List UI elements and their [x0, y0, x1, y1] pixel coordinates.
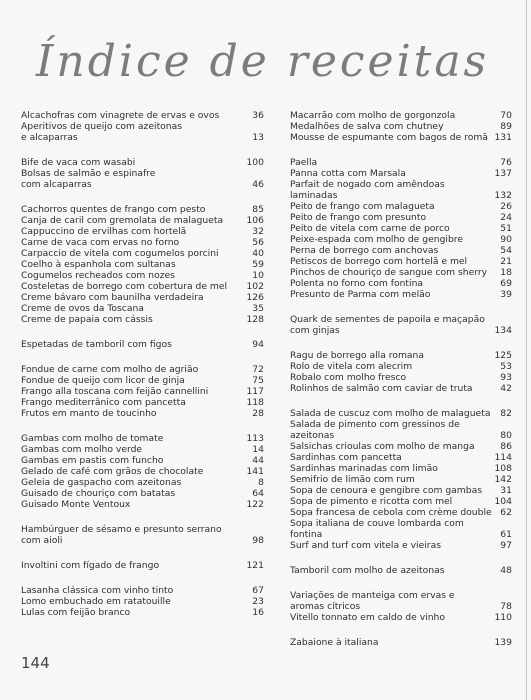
index-letter-group: [21, 560, 264, 571]
recipe-page-number: 54: [500, 245, 512, 256]
recipe-page-number: 102: [246, 281, 264, 292]
index-entry: [290, 540, 512, 551]
index-entry: [290, 267, 512, 278]
recipe-name: Variações de manteiga com ervas e aromas cítricos: [290, 590, 455, 612]
recipe-page-number: 139: [494, 637, 512, 648]
recipe-name: Lasanha clássica com vinho tinto: [21, 585, 174, 596]
index-entry: [21, 364, 264, 375]
recipe-page-number: 8: [258, 477, 264, 488]
recipe-name: Creme de ovos da Toscana: [21, 303, 144, 314]
index-entry: [290, 234, 512, 245]
index-entry: [21, 121, 264, 143]
recipe-name: Involtini com fígado de frango: [21, 560, 160, 571]
recipe-name: Guisado de chouriço com batatas: [21, 488, 176, 499]
index-letter-group: [290, 350, 512, 394]
index-entry: [290, 223, 512, 234]
index-letter-group: [21, 364, 264, 419]
index-entry: [290, 565, 512, 576]
page-edge-line: [526, 0, 527, 700]
recipe-page-number: 85: [252, 204, 264, 215]
index-entry: [290, 110, 512, 121]
recipe-name: Ragu de borrego alla romana: [290, 350, 424, 361]
index-entry: [21, 339, 264, 350]
recipe-page-number: 56: [252, 237, 264, 248]
recipe-page-number: 69: [500, 278, 512, 289]
index-letter-group: [21, 585, 264, 618]
recipe-name: Polenta no forno com fontina: [290, 278, 424, 289]
index-entry: [21, 314, 264, 325]
index-entry: [21, 237, 264, 248]
page-number: 144: [21, 654, 50, 672]
index-entry: [21, 524, 264, 546]
recipe-page-number: 16: [252, 607, 264, 618]
index-letter-group: [21, 157, 264, 190]
recipe-page-number: 134: [494, 325, 512, 336]
index-entry: [21, 560, 264, 571]
recipe-page-number: 121: [246, 560, 264, 571]
recipe-page-number: 80: [500, 430, 512, 441]
recipe-name: Peixe-espada com molho de gengibre: [290, 234, 464, 245]
index-entry: [290, 201, 512, 212]
recipe-name: Paella: [290, 157, 318, 168]
index-letter-group: [290, 408, 512, 551]
index-entry: [290, 518, 512, 540]
recipe-name: Bife de vaca com wasabi: [21, 157, 136, 168]
recipe-name: Tamboril com molho de azeitonas: [290, 565, 445, 576]
index-entry: [290, 361, 512, 372]
recipe-name: Peito de vitela com carne de porco: [290, 223, 450, 234]
index-letter-group: [21, 204, 264, 325]
recipe-name: Guisado Monte Ventoux: [21, 499, 131, 510]
index-entry: [290, 507, 512, 518]
recipe-name: Sopa de pimento e ricotta com mel: [290, 496, 453, 507]
index-entry: [290, 289, 512, 300]
index-entry: [21, 499, 264, 510]
recipe-page-number: 14: [252, 444, 264, 455]
recipe-name: Salada de pimento com gressinos de azeitonas: [290, 419, 460, 441]
recipe-name: Macarrão com molho de gorgonzola: [290, 110, 456, 121]
recipe-page-number: 46: [252, 179, 264, 190]
recipe-name: Fondue de carne com molho de agrião: [21, 364, 199, 375]
index-letter-group: [21, 433, 264, 510]
recipe-page-number: 78: [500, 601, 512, 612]
recipe-name: Peito de frango com presunto: [290, 212, 427, 223]
index-entry: [21, 386, 264, 397]
recipe-page-number: 76: [500, 157, 512, 168]
recipe-page-number: 114: [494, 452, 512, 463]
index-entry: [21, 168, 264, 190]
recipe-name: Geleia de gaspacho com azeitonas: [21, 477, 182, 488]
recipe-page-number: 26: [500, 201, 512, 212]
index-letter-group: [21, 339, 264, 350]
recipe-page-number: 28: [252, 408, 264, 419]
index-entry: [21, 397, 264, 408]
index-entry: [290, 441, 512, 452]
recipe-name: Lulas com feijão branco: [21, 607, 131, 618]
index-entry: [21, 204, 264, 215]
recipe-name: Creme de papaia com cássis: [21, 314, 153, 325]
recipe-name: Cachorros quentes de frango com pesto: [21, 204, 206, 215]
recipe-name: Cogumelos recheados com nozes: [21, 270, 175, 281]
index-letter-group: [290, 314, 512, 336]
recipe-page-number: 61: [500, 529, 512, 540]
recipe-name: Coelho à espanhola com sultanas: [21, 259, 176, 270]
recipe-name: Sopa francesa de cebola com crème double: [290, 507, 492, 518]
index-letter-group: [290, 590, 512, 623]
recipe-page-number: 70: [500, 110, 512, 121]
recipe-page-number: 32: [252, 226, 264, 237]
recipe-page-number: 97: [500, 540, 512, 551]
recipe-name: Perna de borrego com anchovas: [290, 245, 439, 256]
index-entry: [21, 215, 264, 226]
recipe-page-number: 18: [500, 267, 512, 278]
index-entry: [21, 466, 264, 477]
recipe-name: Panna cotta com Marsala: [290, 168, 406, 179]
index-entry: [290, 157, 512, 168]
recipe-name: Gelado de café com grãos de chocolate: [21, 466, 204, 477]
recipe-name: Salsichas crioulas com molho de manga: [290, 441, 475, 452]
recipe-name: Frango mediterrânico com pancetta: [21, 397, 186, 408]
index-entry: [21, 259, 264, 270]
index-entry: [290, 314, 512, 336]
index-entry: [290, 245, 512, 256]
recipe-page-number: 51: [500, 223, 512, 234]
index-entry: [21, 455, 264, 466]
index-entry: [21, 157, 264, 168]
recipe-page-number: 137: [494, 168, 512, 179]
index-entry: [21, 596, 264, 607]
recipe-page-number: 118: [246, 397, 264, 408]
recipe-page-number: 44: [252, 455, 264, 466]
recipe-page-number: 142: [494, 474, 512, 485]
page-title: Índice de receitas: [36, 36, 490, 87]
recipe-page-number: 132: [494, 190, 512, 201]
recipe-name: Peito de frango com malagueta: [290, 201, 435, 212]
recipe-page-number: 21: [500, 256, 512, 267]
recipe-page-number: 100: [246, 157, 264, 168]
index-entry: [21, 270, 264, 281]
recipe-page-number: 35: [252, 303, 264, 314]
recipe-page-number: 59: [252, 259, 264, 270]
index-entry: [290, 350, 512, 361]
recipe-name: Mousse de espumante com bagos de romã: [290, 132, 488, 143]
index-entry: [290, 637, 512, 648]
recipe-name: Gambas em pastis com funcho: [21, 455, 164, 466]
index-entry: [21, 444, 264, 455]
index-entry: [21, 477, 264, 488]
index-entry: [290, 463, 512, 474]
index-entry: [290, 383, 512, 394]
recipe-page-number: 62: [500, 507, 512, 518]
recipe-page-number: 104: [494, 496, 512, 507]
index-entry: [290, 474, 512, 485]
recipe-name: Alcachofras com vinagrete de ervas e ovos: [21, 110, 220, 121]
recipe-name: Bolsas de salmão e espinafre com alcaparras: [21, 168, 156, 190]
index-entry: [290, 590, 512, 612]
index-entry: [21, 433, 264, 444]
recipe-page-number: 67: [252, 585, 264, 596]
recipe-page-number: 125: [494, 350, 512, 361]
recipe-name: Robalo com molho fresco: [290, 372, 407, 383]
recipe-page-number: 93: [500, 372, 512, 383]
index-entry: [290, 121, 512, 132]
recipe-page-number: 72: [252, 364, 264, 375]
recipe-page-number: 94: [252, 339, 264, 350]
recipe-page-number: 82: [500, 408, 512, 419]
recipe-page-number: 42: [500, 383, 512, 394]
recipe-name: Frutos em manto de toucinho: [21, 408, 157, 419]
recipe-name: Semifrio de limão com rum: [290, 474, 415, 485]
recipe-name: Zabaione à italiana: [290, 637, 379, 648]
recipe-page-number: 108: [494, 463, 512, 474]
recipe-name: Salada de cuscuz com molho de malagueta: [290, 408, 491, 419]
recipe-page-number: 13: [252, 132, 264, 143]
recipe-page-number: 89: [500, 121, 512, 132]
recipe-page-number: 128: [246, 314, 264, 325]
recipe-name: Creme bávaro com baunilha verdadeira: [21, 292, 204, 303]
index-column-left: [21, 110, 264, 632]
recipe-page-number: 131: [494, 132, 512, 143]
recipe-name: Parfait de nogado com amêndoas laminadas: [290, 179, 445, 201]
index-entry: [21, 375, 264, 386]
recipe-name: Cappuccino de ervilhas com hortelã: [21, 226, 187, 237]
recipe-page-number: 10: [252, 270, 264, 281]
recipe-name: Gambas com molho de tomate: [21, 433, 164, 444]
index-entry: [21, 226, 264, 237]
index-entry: [21, 281, 264, 292]
recipe-page-number: 48: [500, 565, 512, 576]
recipe-name: Rolo de vitela com alecrim: [290, 361, 413, 372]
index-entry: [290, 612, 512, 623]
recipe-name: Frango alla toscana com feijão cannellini: [21, 386, 209, 397]
index-letter-group: [290, 565, 512, 576]
index-entry: [290, 278, 512, 289]
recipe-page-number: 117: [246, 386, 264, 397]
index-entry: [290, 372, 512, 383]
recipe-page-number: 36: [252, 110, 264, 121]
recipe-page-number: 113: [246, 433, 264, 444]
index-entry: [21, 248, 264, 259]
recipe-page-number: 126: [246, 292, 264, 303]
index-entry: [290, 256, 512, 267]
index-entry: [290, 452, 512, 463]
index-entry: [21, 408, 264, 419]
index-entry: [21, 110, 264, 121]
index-letter-group: [21, 110, 264, 143]
recipe-name: Aperitivos de queijo com azeitonas e alcaparras: [21, 121, 183, 143]
recipe-name: Costeletas de borrego com cobertura de mel: [21, 281, 228, 292]
index-entry: [21, 303, 264, 314]
recipe-name: Sopa italiana de couve lombarda com fontina: [290, 518, 464, 540]
recipe-name: Sardinhas marinadas com limão: [290, 463, 438, 474]
recipe-name: Petiscos de borrego com hortelã e mel: [290, 256, 468, 267]
recipe-page-number: 98: [252, 535, 264, 546]
recipe-name: Gambas com molho verde: [21, 444, 143, 455]
index-letter-group: [290, 157, 512, 300]
recipe-name: Carpaccio de vitela com cogumelos porcini: [21, 248, 219, 259]
recipe-name: Hambúrguer de sésamo e presunto serrano com aioli: [21, 524, 222, 546]
recipe-name: Canja de caril com gremolata de malagueta: [21, 215, 224, 226]
index-entry: [21, 292, 264, 303]
index-entry: [21, 488, 264, 499]
index-entry: [21, 607, 264, 618]
recipe-name: Surf and turf com vitela e vieiras: [290, 540, 442, 551]
recipe-page-number: 86: [500, 441, 512, 452]
recipe-name: Sopa de cenoura e gengibre com gambas: [290, 485, 482, 496]
recipe-page-number: 24: [500, 212, 512, 223]
recipe-page-number: 31: [500, 485, 512, 496]
index-letter-group: [290, 637, 512, 648]
recipe-page-number: 53: [500, 361, 512, 372]
index-letter-group: [290, 110, 512, 143]
index-entry: [290, 419, 512, 441]
index-letter-group: [21, 524, 264, 546]
recipe-name: Lomo embuchado em ratatouille: [21, 596, 171, 607]
index-entry: [290, 132, 512, 143]
recipe-name: Carne de vaca com ervas no forno: [21, 237, 180, 248]
index-entry: [290, 408, 512, 419]
index-column-right: [290, 110, 512, 662]
index-entry: [21, 585, 264, 596]
recipe-name: Fondue de queijo com licor de ginja: [21, 375, 185, 386]
recipe-page-number: 39: [500, 289, 512, 300]
index-entry: [290, 168, 512, 179]
index-entry: [290, 212, 512, 223]
recipe-page-number: 75: [252, 375, 264, 386]
recipe-page-number: 110: [494, 612, 512, 623]
recipe-name: Pinchos de chouriço de sangue com sherry: [290, 267, 488, 278]
recipe-name: Espetadas de tamboril com figos: [21, 339, 172, 350]
recipe-name: Presunto de Parma com melão: [290, 289, 431, 300]
index-entry: [290, 485, 512, 496]
recipe-name: Quark de sementes de papoila e maçapão com ginjas: [290, 314, 485, 336]
recipe-page-number: 90: [500, 234, 512, 245]
recipe-page-number: 141: [246, 466, 264, 477]
recipe-name: Vitello tonnato em caldo de vinho: [290, 612, 445, 623]
recipe-page-number: 122: [246, 499, 264, 510]
recipe-page-number: 40: [252, 248, 264, 259]
recipe-page-number: 106: [246, 215, 264, 226]
index-entry: [290, 496, 512, 507]
recipe-page-number: 23: [252, 596, 264, 607]
recipe-page-number: 64: [252, 488, 264, 499]
recipe-name: Medalhões de salva com chutney: [290, 121, 444, 132]
recipe-name: Rolinhos de salmão com caviar de truta: [290, 383, 473, 394]
recipe-name: Sardinhas com pancetta: [290, 452, 402, 463]
index-entry: [290, 179, 512, 201]
